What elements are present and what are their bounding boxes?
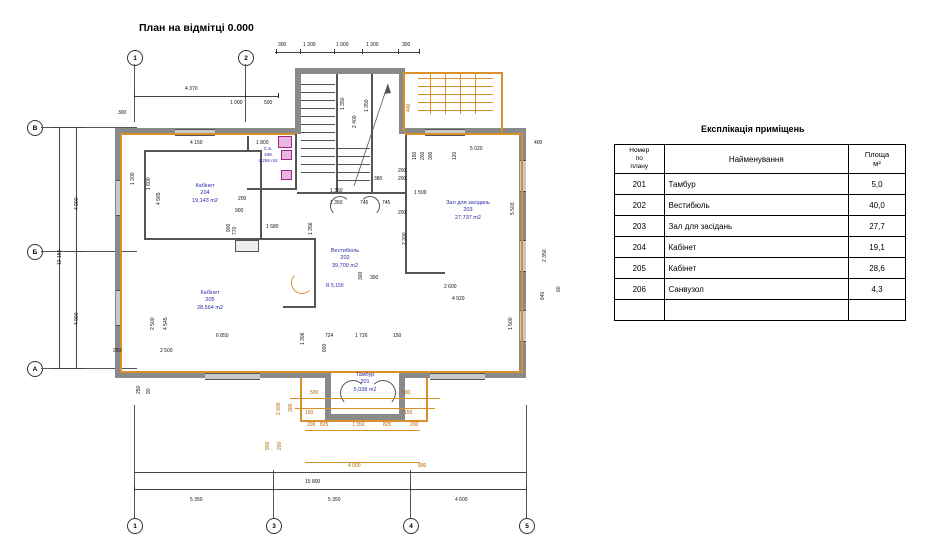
left-dim-inner bbox=[76, 127, 77, 368]
row-6-num bbox=[615, 300, 665, 321]
top-dim-chain-2 bbox=[134, 96, 279, 97]
dim-2200: 2 200 bbox=[402, 232, 408, 245]
axis-line-bottom-3 bbox=[273, 470, 274, 518]
room-204-name: Кабінет bbox=[195, 183, 215, 189]
bo-200b: 200 bbox=[410, 422, 419, 428]
room-206-number: 206 bbox=[264, 152, 272, 158]
table-row bbox=[615, 279, 906, 300]
overlay-top-left bbox=[120, 133, 295, 135]
axis-marker-left-b: Б bbox=[27, 244, 43, 260]
dim-1350b: 1 350 bbox=[330, 200, 343, 206]
dim-270: 120 bbox=[452, 151, 458, 160]
room-202-name: Вестибюль bbox=[330, 248, 360, 254]
room-206-area: 4,256 m2 bbox=[258, 158, 278, 164]
dim-1350a: 1 350 bbox=[330, 188, 343, 194]
row-5-area: 4,3 bbox=[849, 279, 906, 300]
row-4-area: 28,6 bbox=[849, 258, 906, 279]
header-area-l1: Площа bbox=[864, 149, 890, 159]
room-204-area: 19,143 m2 bbox=[192, 197, 218, 204]
dim-2500a: 2 500 bbox=[150, 317, 156, 330]
top-dim2-2: 1 000 bbox=[230, 100, 243, 106]
partition-vestibule-bottom bbox=[283, 306, 316, 308]
bottom-orange-1: 4 000 bbox=[348, 463, 361, 469]
overlay-roof-v4 bbox=[475, 74, 476, 114]
overlay-porch-step2 bbox=[295, 408, 435, 409]
table-row bbox=[615, 216, 906, 237]
dim-2350: 2 350 bbox=[542, 249, 548, 262]
bo-825a: 825 bbox=[320, 422, 329, 428]
dim-300b: 300 bbox=[288, 403, 294, 412]
top-dim-5: 300 bbox=[402, 42, 411, 48]
dim-770: 770 bbox=[232, 226, 238, 235]
window-bottom-1 bbox=[205, 373, 260, 380]
dim-1200: 1 200 bbox=[130, 172, 136, 185]
overlay-roof-top bbox=[403, 72, 503, 74]
dim-300e: 300 bbox=[358, 271, 364, 280]
table-row bbox=[615, 300, 906, 321]
dim-800: 800 bbox=[322, 343, 328, 352]
partition-204-top bbox=[144, 150, 262, 152]
bottom-orange-chain2 bbox=[305, 430, 420, 431]
dim-4920: 4 920 bbox=[452, 296, 465, 302]
top-dim2-3: 500 bbox=[264, 100, 273, 106]
header-number-l2: по bbox=[635, 155, 643, 163]
explication-table bbox=[614, 144, 906, 321]
dim-2600: 2 600 bbox=[444, 284, 457, 290]
room-203-number: 203 bbox=[463, 207, 473, 214]
overlay-bottom bbox=[120, 371, 523, 373]
room-205-area: 28,564 m2 bbox=[197, 304, 223, 311]
left-dim-outer bbox=[59, 127, 60, 368]
row-3-num: 204 bbox=[615, 237, 665, 258]
room-label-206 bbox=[248, 146, 288, 165]
dim-1800: 1 800 bbox=[256, 140, 269, 146]
bottom-overall-line bbox=[134, 472, 526, 473]
left-span-2: 4 990 bbox=[74, 312, 80, 325]
row-4-num: 205 bbox=[615, 258, 665, 279]
dim-1356: 1 356 bbox=[308, 222, 314, 235]
dim-724: 724 bbox=[325, 333, 334, 339]
table-row bbox=[615, 258, 906, 279]
bo-825b: 825 bbox=[383, 422, 392, 428]
axis-line-bottom-1 bbox=[134, 405, 135, 518]
axis-marker-bottom-1: 1 bbox=[127, 518, 143, 534]
header-number bbox=[615, 145, 665, 174]
stair-direction-arrow bbox=[336, 74, 406, 194]
dim-400a: 400 bbox=[534, 140, 543, 146]
axis-marker-top-1: 1 bbox=[127, 50, 143, 66]
bo-200a: 200 bbox=[307, 422, 316, 428]
header-name: Найменування bbox=[664, 145, 848, 174]
dim-1726: 1 726 bbox=[355, 333, 368, 339]
dim-2400: 2 400 bbox=[352, 115, 358, 128]
room-label-205 bbox=[175, 290, 245, 312]
overlay-top-right bbox=[405, 133, 523, 135]
room-203-area: 27,737 m2 bbox=[455, 214, 481, 221]
dim-1350c: 1 350 bbox=[340, 97, 346, 110]
bo-1350: 1 350 bbox=[352, 422, 365, 428]
dim-150e: 200 bbox=[398, 168, 407, 174]
dim-150c: 150 bbox=[404, 410, 413, 416]
fixture-counter bbox=[235, 240, 259, 252]
room-203-name: Зал для засідань bbox=[446, 200, 490, 206]
dim-500a: 500 bbox=[310, 390, 319, 396]
dim-60: 60 bbox=[556, 286, 562, 292]
row-0-name: Тамбур bbox=[664, 174, 848, 195]
row-2-name: Зал для засідань bbox=[664, 216, 848, 237]
axis-marker-bottom-4: 4 bbox=[403, 518, 419, 534]
room-202-area: 39,709 m2 bbox=[332, 262, 358, 269]
row-2-num: 203 bbox=[615, 216, 665, 237]
dim-1396: 1 396 bbox=[300, 332, 306, 345]
header-number-l3: плану bbox=[630, 163, 649, 171]
door-vestibule bbox=[291, 272, 313, 294]
top-dim2-1: 4 370 bbox=[185, 86, 198, 92]
partition-204-bottom bbox=[144, 238, 314, 240]
dim-6850: 6 850 bbox=[216, 333, 229, 339]
row-1-name: Вестибюль bbox=[664, 195, 848, 216]
left-dim-tick-bottom bbox=[53, 368, 83, 369]
dim-250b: 250 bbox=[136, 385, 142, 394]
door-stair bbox=[330, 196, 350, 216]
axis-marker-top-2: 2 bbox=[238, 50, 254, 66]
bottom-span-1: 5 350 bbox=[190, 497, 203, 503]
axis-marker-bottom-5: 5 bbox=[519, 518, 535, 534]
dim-4565: 4 565 bbox=[156, 192, 162, 205]
dim-745a: 745 bbox=[360, 200, 369, 206]
axis-marker-left-v: В bbox=[27, 120, 43, 136]
bottom-span-2: 5 350 bbox=[328, 497, 341, 503]
dim-900a: 900 bbox=[235, 208, 244, 214]
overlay-porch-left bbox=[300, 378, 302, 422]
left-dim-tick-top bbox=[53, 127, 83, 128]
overlay-roof-v2 bbox=[445, 74, 446, 114]
dim-150d: 200 bbox=[420, 151, 426, 160]
header-area bbox=[849, 145, 906, 174]
room-label-201 bbox=[330, 372, 400, 394]
dim-250: 250 bbox=[113, 348, 122, 354]
row-0-num: 201 bbox=[615, 174, 665, 195]
bottom-orange-2: 900 bbox=[418, 463, 427, 469]
dim-300d: 300 bbox=[370, 275, 379, 281]
dim-200a: 200 bbox=[238, 196, 247, 202]
row-2-area: 27,7 bbox=[849, 216, 906, 237]
overlay-roof-right bbox=[501, 72, 503, 132]
header-number-l1: Номер bbox=[629, 147, 650, 154]
row-6-name bbox=[664, 300, 848, 321]
room-204-number: 204 bbox=[200, 190, 210, 197]
dim-300c: 300 bbox=[428, 151, 434, 160]
partition-204-left bbox=[144, 150, 146, 240]
dim-120: 150 bbox=[412, 151, 418, 160]
row-4-name: Кабінет bbox=[664, 258, 848, 279]
dim-380: 380 bbox=[374, 176, 383, 182]
overlay-roof-v3 bbox=[460, 74, 461, 114]
room-206-name: С.в. bbox=[263, 146, 273, 151]
dim-2500b: 2 500 bbox=[160, 348, 173, 354]
window-bottom-2 bbox=[430, 373, 485, 380]
table-header-row bbox=[615, 145, 906, 174]
row-1-num: 202 bbox=[615, 195, 665, 216]
dim-5503: 5 503 bbox=[510, 202, 516, 215]
dim-1600: 1 600 bbox=[146, 177, 152, 190]
dim-1680: 1 680 bbox=[266, 224, 279, 230]
dim-1500a: 1 500 bbox=[414, 190, 427, 196]
row-6-area bbox=[849, 300, 906, 321]
bottom-overall: 15 800 bbox=[305, 479, 321, 485]
dim-300-a: 300 bbox=[118, 110, 127, 116]
dim-150f: 200 bbox=[398, 210, 407, 216]
top-dim-2: 1 300 bbox=[303, 42, 316, 48]
bottom-span-3: 4 600 bbox=[455, 497, 468, 503]
room-202-number: 202 bbox=[340, 255, 350, 262]
dim-1350d: 1 350 bbox=[364, 99, 370, 112]
table-row bbox=[615, 237, 906, 258]
door-stair-2 bbox=[360, 196, 380, 216]
dim-500b: 500 bbox=[402, 390, 411, 396]
overlay-porch-step1 bbox=[290, 398, 440, 399]
axis-marker-bottom-3: 3 bbox=[266, 518, 282, 534]
room-label-203 bbox=[423, 200, 513, 222]
overlay-porch-right bbox=[426, 378, 428, 422]
partition-203-bottom bbox=[405, 272, 445, 274]
partition-stairwell-left bbox=[295, 134, 297, 190]
table-row bbox=[615, 195, 906, 216]
row-3-name: Кабінет bbox=[664, 237, 848, 258]
dim-4150: 4 150 bbox=[190, 140, 203, 146]
row-5-name: Санвузол bbox=[664, 279, 848, 300]
room-201-name: Тамбур bbox=[355, 372, 375, 378]
dim-4545: 4 545 bbox=[163, 317, 169, 330]
top-dim-1: 300 bbox=[278, 42, 287, 48]
axis-line-bottom-4 bbox=[410, 470, 411, 518]
dim-200c: 200 bbox=[398, 176, 407, 182]
axis-line-left-b bbox=[41, 251, 137, 252]
dim-745b: 745 bbox=[382, 200, 391, 206]
overlay-porch-bottom bbox=[300, 420, 428, 422]
dim-90: 90 bbox=[146, 388, 152, 394]
top-dim-3: 1 000 bbox=[336, 42, 349, 48]
dim-200b: 200 bbox=[277, 441, 283, 450]
dim-640: 640 bbox=[540, 291, 546, 300]
room-201-number: 201 bbox=[360, 379, 370, 386]
left-span-1: 4 990 bbox=[74, 197, 80, 210]
dim-5020: 5 020 bbox=[470, 146, 483, 152]
left-dim-tick-mid bbox=[70, 251, 84, 252]
radius-note: R 5,150 bbox=[326, 283, 344, 289]
fixture-shower bbox=[281, 170, 292, 180]
axis-marker-left-a: А bbox=[27, 361, 43, 377]
overlay-left bbox=[120, 133, 122, 373]
table-row bbox=[615, 174, 906, 195]
staircase bbox=[301, 76, 335, 188]
overlay-roof-v1 bbox=[430, 74, 431, 114]
axis-line-bottom-5 bbox=[526, 405, 527, 518]
page-title: План на відмітці 0.000 bbox=[139, 22, 254, 34]
dim-150b: 150 bbox=[305, 410, 314, 416]
explication-title: Експлікація приміщень bbox=[701, 124, 805, 134]
overlay-right bbox=[521, 133, 523, 373]
room-label-202 bbox=[305, 248, 385, 270]
header-area-l2: м² bbox=[873, 159, 881, 169]
row-5-num: 206 bbox=[615, 279, 665, 300]
dim-2000: 2 000 bbox=[276, 402, 282, 415]
dim-900b: 900 bbox=[265, 441, 271, 450]
room-205-name: Кабінет bbox=[200, 290, 220, 296]
row-1-area: 40,0 bbox=[849, 195, 906, 216]
row-3-area: 19,1 bbox=[849, 237, 906, 258]
bottom-orange-chain bbox=[305, 462, 420, 463]
partition-206-bottom bbox=[247, 188, 297, 190]
row-0-area: 5,0 bbox=[849, 174, 906, 195]
room-201-area: 5,038 m2 bbox=[353, 386, 377, 393]
room-205-number: 205 bbox=[205, 297, 215, 304]
dim-1500b: 1 500 bbox=[508, 317, 514, 330]
room-label-204 bbox=[170, 183, 240, 205]
dim-400b: 400 bbox=[406, 103, 412, 112]
left-total: 10 150 bbox=[57, 249, 63, 265]
top-dim-4: 1 300 bbox=[366, 42, 379, 48]
dim-900c: 900 bbox=[226, 223, 232, 232]
bottom-dim-chain bbox=[134, 489, 526, 490]
dim-150a: 150 bbox=[393, 333, 402, 339]
